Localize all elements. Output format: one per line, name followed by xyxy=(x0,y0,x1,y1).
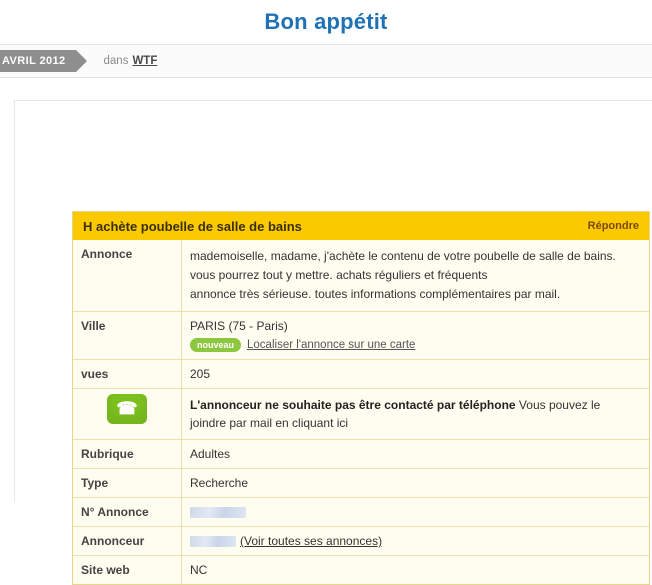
label-ville: Ville xyxy=(73,312,182,360)
value-annonce xyxy=(182,240,650,312)
table-row-annonceur xyxy=(73,526,649,555)
label-num-annonce: N° Annonce xyxy=(73,497,182,526)
ad-description-line-1: mademoiselle, madame, j'achète le contenu de votre poubelle de salle de bains. xyxy=(190,249,616,263)
content-area xyxy=(0,78,652,577)
breadcrumb-category-link[interactable]: WTF xyxy=(132,55,158,67)
phone-notice-strong: L'annonceur ne souhaite pas être contacté par téléphone xyxy=(190,397,516,412)
breadcrumb xyxy=(104,55,158,67)
table-row-rubrique xyxy=(73,439,649,468)
label-annonce: Annonce xyxy=(73,240,182,312)
table-row-num-annonce xyxy=(73,497,649,526)
table-row-ville xyxy=(73,312,649,360)
table-row-annonce xyxy=(73,240,649,312)
ad-description-line-3: annonce très sérieuse. toutes informations complémentaires par mail. xyxy=(190,287,561,301)
value-ville xyxy=(182,312,650,360)
label-annonceur: Annonceur xyxy=(73,526,182,555)
breadcrumb-in-label: dans xyxy=(103,55,129,67)
value-annonceur xyxy=(182,526,650,555)
ad-details-table xyxy=(73,240,649,584)
post-panel xyxy=(14,100,652,577)
post-date-badge: AVRIL 2012 xyxy=(0,50,76,72)
value-phone xyxy=(182,388,650,439)
value-num-annonce xyxy=(182,497,650,526)
reply-link[interactable]: Répondre xyxy=(587,220,639,232)
value-site-web: NC xyxy=(182,555,650,584)
new-badge: nouveau xyxy=(190,338,241,352)
phone-icon: ☎ xyxy=(107,394,147,424)
table-row-type xyxy=(73,468,649,497)
city-value: PARIS (75 - Paris) xyxy=(190,319,288,333)
label-site-web: Site web xyxy=(73,555,182,584)
page-title: Bon appétit xyxy=(264,9,388,34)
redacted-ad-number xyxy=(190,507,246,518)
table-row-phone xyxy=(73,388,649,439)
phone-notice-rest: Vous pouvez le xyxy=(515,397,601,412)
value-type: Recherche xyxy=(182,468,650,497)
table-row-vues xyxy=(73,359,649,388)
ad-title: H achète poubelle de salle de bains xyxy=(83,218,302,234)
label-vues: vues xyxy=(73,359,182,388)
label-rubrique: Rubrique xyxy=(73,439,182,468)
ad-description-line-2: vous pourrez tout y mettre. achats réguliers et fréquents xyxy=(190,268,488,282)
phone-notice-line2: joindre par mail en cliquant ici xyxy=(190,415,349,430)
phone-icon-cell xyxy=(73,388,182,439)
ad-title-bar xyxy=(73,212,649,240)
table-row-site-web xyxy=(73,555,649,584)
see-all-ads-link[interactable]: (Voir toutes ses annonces) xyxy=(240,533,383,548)
classified-ad-box xyxy=(72,211,650,585)
page-header xyxy=(0,0,652,44)
value-vues: 205 xyxy=(182,359,650,388)
redacted-advertiser-name xyxy=(190,536,236,547)
value-rubrique: Adultes xyxy=(182,439,650,468)
label-type: Type xyxy=(73,468,182,497)
locate-on-map-link[interactable]: Localiser l'annonce sur une carte xyxy=(247,339,416,351)
meta-bar xyxy=(0,44,652,78)
